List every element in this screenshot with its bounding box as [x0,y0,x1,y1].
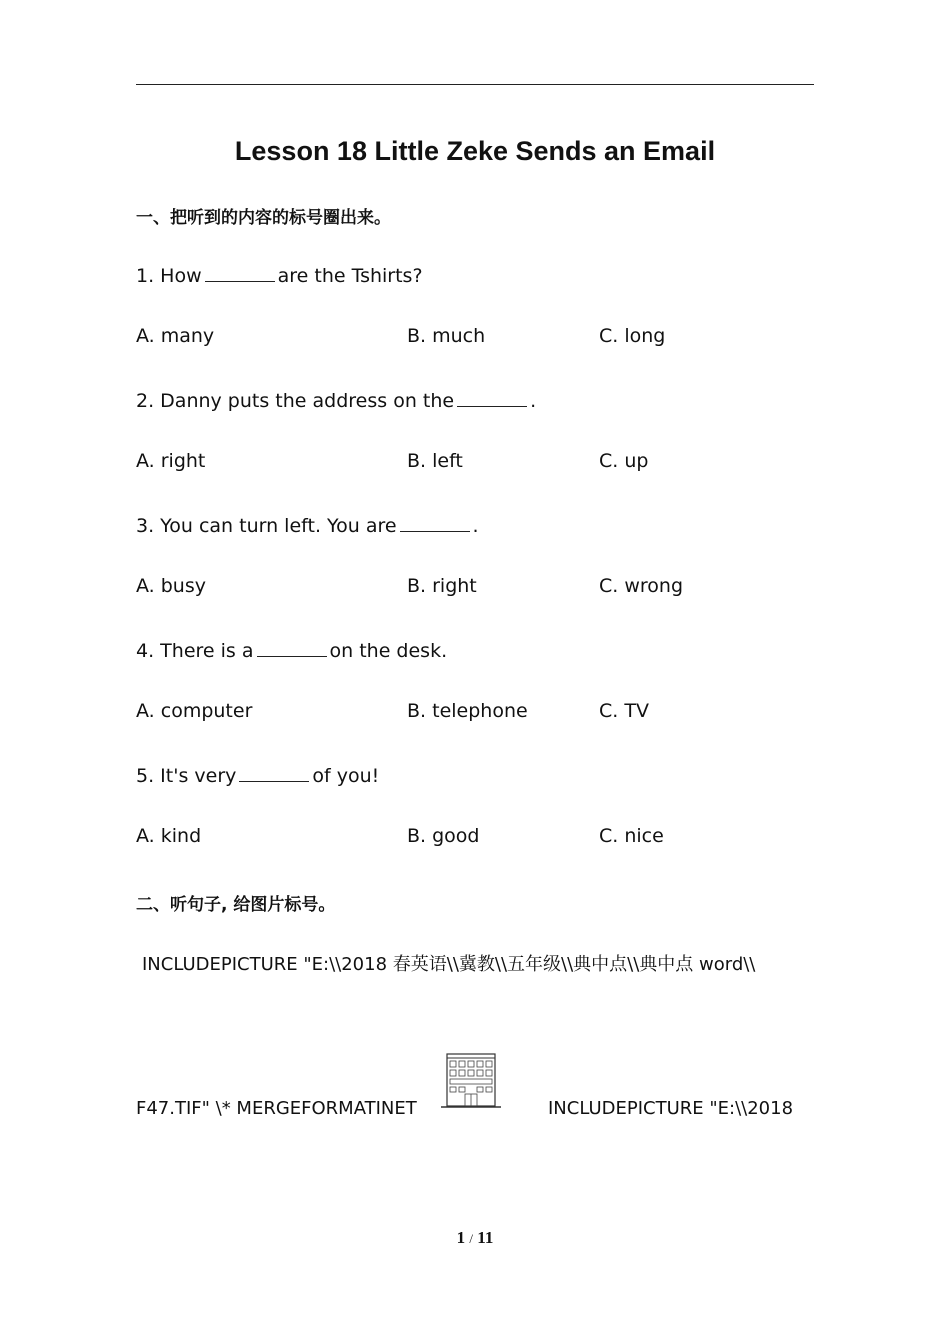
section-2-heading: 二、听句子, 给图片标号。 [136,895,336,915]
option-2c: C. up [599,450,649,472]
page-title: Lesson 18 Little Zeke Sends an Email [234,136,716,166]
option-2b: B. left [407,450,463,472]
answer-blank [205,263,275,282]
option-5c: C. nice [599,825,664,847]
question-5: 5. It's very of you! [136,765,380,787]
question-3: 3. You can turn left. You are . [136,515,479,537]
answer-blank [239,763,309,782]
page-separator: / [469,1231,474,1246]
option-5b: B. good [407,825,480,847]
answer-blank [457,388,527,407]
field-code-line-2-left: F47.TIF" \* MERGEFORMATINET [136,1098,417,1119]
page-current: 1 [456,1228,466,1247]
option-3c: C. wrong [599,575,684,597]
field-code-line-2-right: INCLUDEPICTURE "E:\\2018 [548,1098,794,1119]
option-4a: A. computer [136,700,253,722]
answer-blank [257,638,327,657]
page-number [0,1228,950,1248]
option-4c: C. TV [599,700,649,722]
option-2a: A. right [136,450,206,472]
option-1b: B. much [407,325,486,347]
option-4b: B. telephone [407,700,528,722]
option-3b: B. right [407,575,477,597]
section-1-heading: 一、把听到的内容的标号圈出来。 [136,208,391,228]
question-2: 2. Danny puts the address on the . [136,390,537,412]
building-picture [441,1052,501,1110]
option-5a: A. kind [136,825,202,847]
option-3a: A. busy [136,575,206,597]
question-4: 4. There is a on the desk. [136,640,448,662]
page-total: 11 [477,1228,494,1247]
question-1: 1. How are the Tshirts? [136,265,423,287]
option-1a: A. many [136,325,215,347]
answer-blank [400,513,470,532]
option-1c: C. long [599,325,666,347]
field-code-line-1: INCLUDEPICTURE "E:\\2018 春英语\\冀教\\五年级\\典中点\\典中点 word\\ [142,954,756,975]
header-rule [136,84,814,85]
